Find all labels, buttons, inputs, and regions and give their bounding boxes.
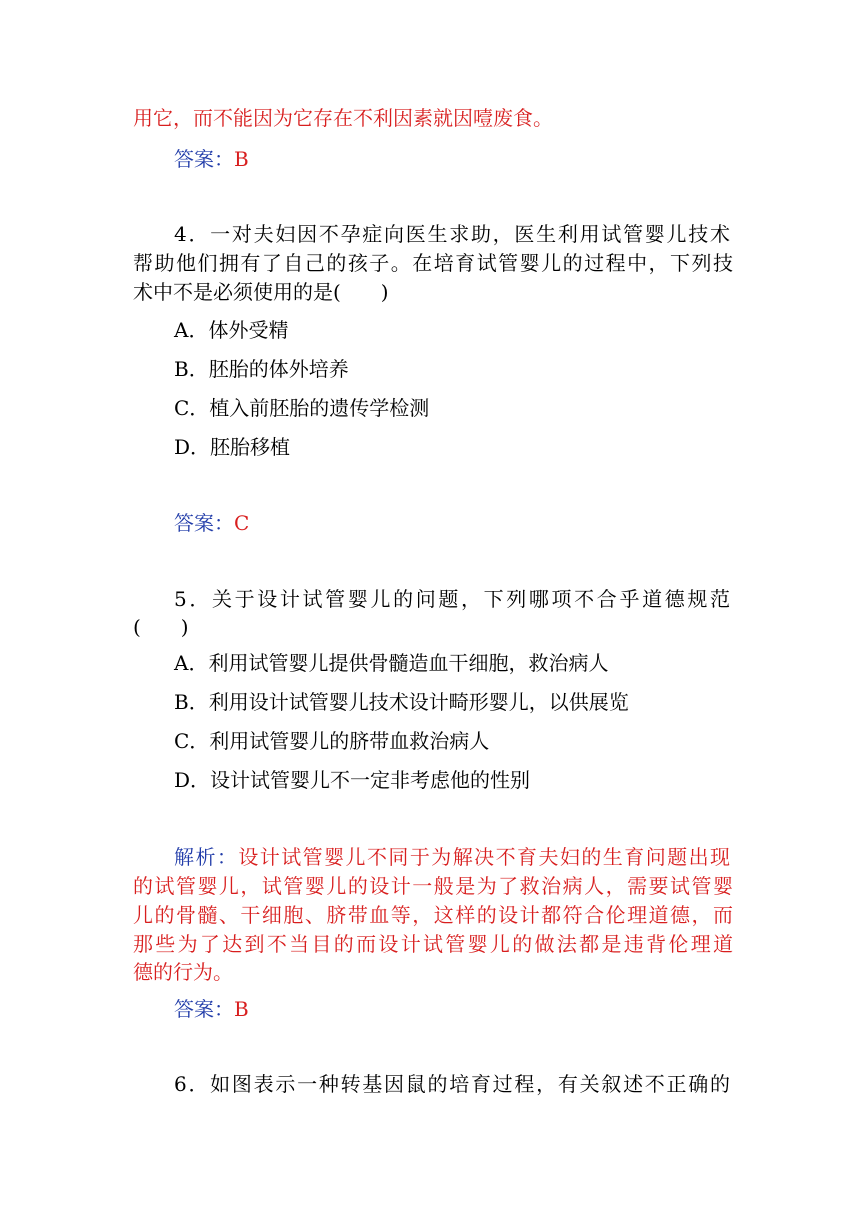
q5-analysis-line5: 德的行为。 — [133, 960, 233, 984]
q3-answer — [174, 147, 249, 171]
q5-option-d: D．设计试管婴儿不一定非考虑他的性别 — [174, 768, 531, 792]
answer-value: C — [234, 511, 250, 535]
q5-analysis-line1: 解析：设计试管婴儿不同于为解决不育夫妇的生育问题出现 — [174, 845, 731, 869]
previous-analysis-tail: 用它，而不能因为它存在不利因素就因噎废食。 — [133, 106, 553, 130]
q4-option-d: D．胚胎移植 — [174, 435, 291, 459]
q5-answer — [174, 997, 249, 1021]
q4-stem-line1: 4．一对夫妇因不孕症向医生求助，医生利用试管婴儿技术 — [174, 222, 730, 246]
q5-stem-line1: 5．关于设计试管婴儿的问题，下列哪项不合乎道德规范 — [174, 587, 730, 611]
q5-option-c: C．利用试管婴儿的脐带血救治病人 — [174, 729, 490, 753]
analysis-label: 解析： — [174, 845, 239, 869]
answer-value: B — [234, 997, 249, 1021]
q5-analysis-line3: 儿的骨髓、干细胞、脐带血等，这样的设计都符合伦理道德，而 — [133, 903, 733, 927]
answer-value: B — [234, 147, 249, 171]
q4-option-c: C．植入前胚胎的遗传学检测 — [174, 396, 430, 420]
answer-label: 答案： — [174, 511, 234, 535]
q4-answer — [174, 511, 249, 535]
q4-option-b: B．胚胎的体外培养 — [174, 357, 349, 381]
q5-stem-line2: ( ) — [133, 615, 189, 639]
q5-option-b: B．利用设计试管婴儿技术设计畸形婴儿，以供展览 — [174, 690, 629, 714]
q5-analysis-line2: 的试管婴儿，试管婴儿的设计一般是为了救治病人，需要试管婴 — [133, 874, 733, 898]
q4-option-a: A．体外受精 — [174, 318, 289, 342]
q4-stem-line3: 术中不是必须使用的是( ) — [133, 280, 389, 304]
answer-label: 答案： — [174, 147, 234, 171]
q5-option-a: A．利用试管婴儿提供骨髓造血干细胞，救治病人 — [174, 651, 609, 675]
q6-stem-line1: 6．如图表示一种转基因鼠的培育过程，有关叙述不正确的 — [174, 1072, 730, 1096]
q5-analysis-line4: 那些为了达到不当目的而设计试管婴儿的做法都是违背伦理道 — [133, 932, 733, 956]
q4-stem-line2: 帮助他们拥有了自己的孩子。在培育试管婴儿的过程中，下列技 — [133, 251, 733, 275]
answer-label: 答案： — [174, 997, 234, 1021]
